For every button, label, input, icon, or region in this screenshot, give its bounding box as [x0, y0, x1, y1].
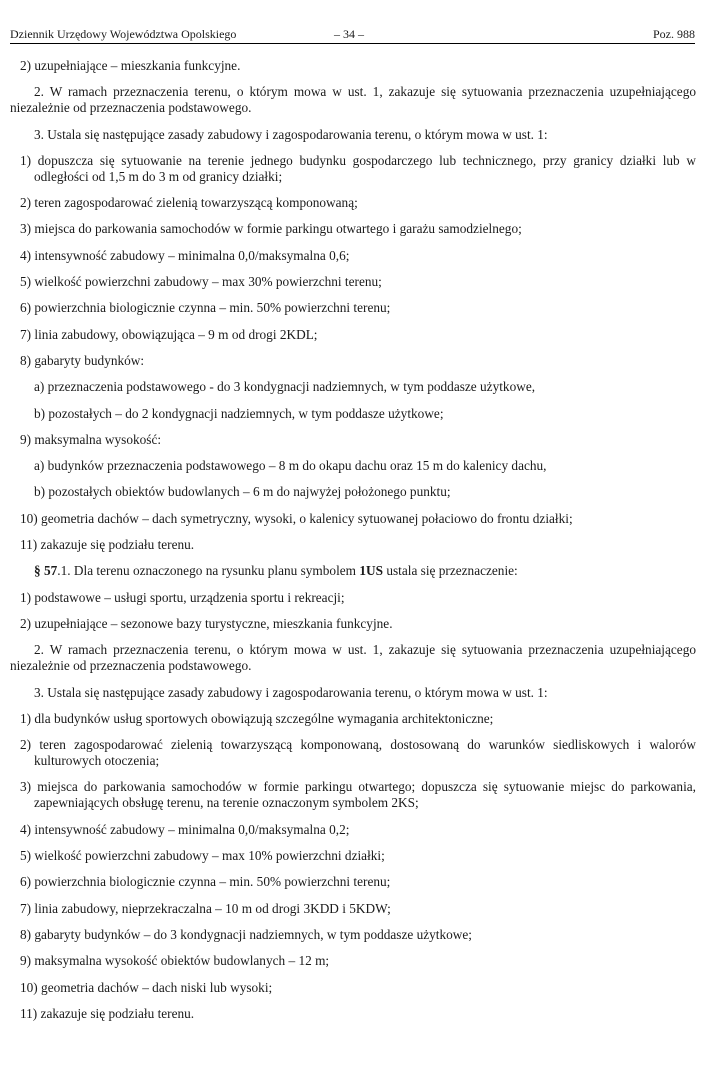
section-text-b: ustala się przeznaczenie:: [383, 563, 518, 579]
sub-list-item: a) budynków przeznaczenia podstawowego – 8 m do okapu dachu oraz 15 m do kalenicy dachu,: [34, 458, 547, 474]
list-item: 10) geometria dachów – dach symetryczny, wysoki, o kalenicy sytuowanej połaciowo do frontu działki;: [20, 510, 573, 526]
page-number: – 34 –: [334, 27, 364, 41]
sub-list-item: a) przeznaczenia podstawowego - do 3 kondygnacji nadziemnych, w tym poddasze użytkowe,: [34, 379, 536, 395]
list-item: 1) podstawowe – usługi sportu, urządzenia sportu i rekreacji;: [20, 589, 345, 605]
section-text-a: .1. Dla terenu oznaczonego na rysunku planu symbolem: [57, 563, 360, 579]
list-item: 4) intensywność zabudowy – minimalna 0,0/maksymalna 0,6;: [20, 247, 350, 263]
section-number: § 57: [34, 563, 58, 579]
journal-title: Dziennik Urzędowy Województwa Opolskiego: [10, 27, 237, 41]
page-header: [10, 25, 695, 44]
sub-list-item: b) pozostałych obiektów budowlanych – 6 m do najwyżej położonego punktu;: [34, 484, 451, 500]
document-body: [10, 58, 696, 1032]
list-item: 8) gabaryty budynków – do 3 kondygnacji nadziemnych, w tym poddasze użytkowe;: [20, 926, 472, 942]
position-number: Poz. 988: [653, 27, 695, 41]
list-item: 11) zakazuje się podziału terenu.: [20, 1005, 195, 1021]
list-item: 2) uzupełniające – sezonowe bazy turystyczne, mieszkania funkcyjne.: [20, 615, 393, 631]
list-item: 5) wielkość powierzchni zabudowy – max 30% powierzchni terenu;: [20, 274, 382, 290]
list-item: 2) teren zagospodarować zielenią towarzyszącą komponowaną, dostosowaną do warunków siedliskowych i walorów kulturowych otoczenia;: [20, 737, 696, 769]
list-item: 4) intensywność zabudowy – minimalna 0,0/maksymalna 0,2;: [20, 821, 350, 837]
sub-list-item: b) pozostałych – do 2 kondygnacji nadziemnych, w tym poddasze użytkowe;: [34, 405, 444, 421]
paragraph: 3. Ustala się następujące zasady zabudowy i zagospodarowania terenu, o którym mowa w ust. 1:: [34, 684, 548, 700]
paragraph: 2. W ramach przeznaczenia terenu, o którym mowa w ust. 1, zakazuje się sytuowania przeznaczenia uzupełniającego niezależnie od przeznaczenia podstawowego.: [10, 84, 696, 116]
list-item: 9) maksymalna wysokość obiektów budowlanych – 12 m;: [20, 953, 330, 969]
list-item: 10) geometria dachów – dach niski lub wysoki;: [20, 979, 273, 995]
list-item: 1) dopuszcza się sytuowanie na terenie jednego budynku gospodarczego lub technicznego, przy granicy działki lub w odległości od 1,5 m do 3 m od granicy działki;: [20, 152, 696, 184]
list-item: 11) zakazuje się podziału terenu.: [20, 537, 195, 553]
list-item: 2) uzupełniające – mieszkania funkcyjne.: [20, 58, 241, 73]
list-item: 5) wielkość powierzchni zabudowy – max 10% powierzchni działki;: [20, 848, 385, 864]
section-57-heading: [10, 563, 696, 579]
list-item: 3) miejsca do parkowania samochodów w formie parkingu otwartego; dopuszcza się sytuowanie miejsc do parkowania, zapewniających obsługę terenu, na terenie oznaczonym symbolem 2KS;: [20, 779, 696, 811]
list-item: 6) powierzchnia biologicznie czynna – min. 50% powierzchni terenu;: [20, 300, 391, 316]
list-item: 7) linia zabudowy, nieprzekraczalna – 10 m od drogi 3KDD i 5KDW;: [20, 900, 391, 916]
list-item: 6) powierzchnia biologicznie czynna – min. 50% powierzchni terenu;: [20, 874, 391, 890]
list-item: 9) maksymalna wysokość:: [20, 431, 162, 447]
list-item: 1) dla budynków usług sportowych obowiązują szczególne wymagania architektoniczne;: [20, 710, 494, 726]
list-item: 3) miejsca do parkowania samochodów w formie parkingu otwartego i garażu samodzielnego;: [20, 221, 522, 237]
list-item: 2) teren zagospodarować zielenią towarzyszącą komponowaną;: [20, 195, 358, 211]
paragraph: 2. W ramach przeznaczenia terenu, o którym mowa w ust. 1, zakazuje się sytuowania przeznaczenia uzupełniającego niezależnie od przeznaczenia podstawowego.: [10, 642, 696, 674]
zone-symbol: 1US: [359, 563, 383, 579]
list-item: 8) gabaryty budynków:: [20, 352, 145, 368]
list-item: 7) linia zabudowy, obowiązująca – 9 m od drogi 2KDL;: [20, 326, 318, 342]
paragraph: 3. Ustala się następujące zasady zabudowy i zagospodarowania terenu, o którym mowa w ust. 1:: [34, 126, 548, 142]
